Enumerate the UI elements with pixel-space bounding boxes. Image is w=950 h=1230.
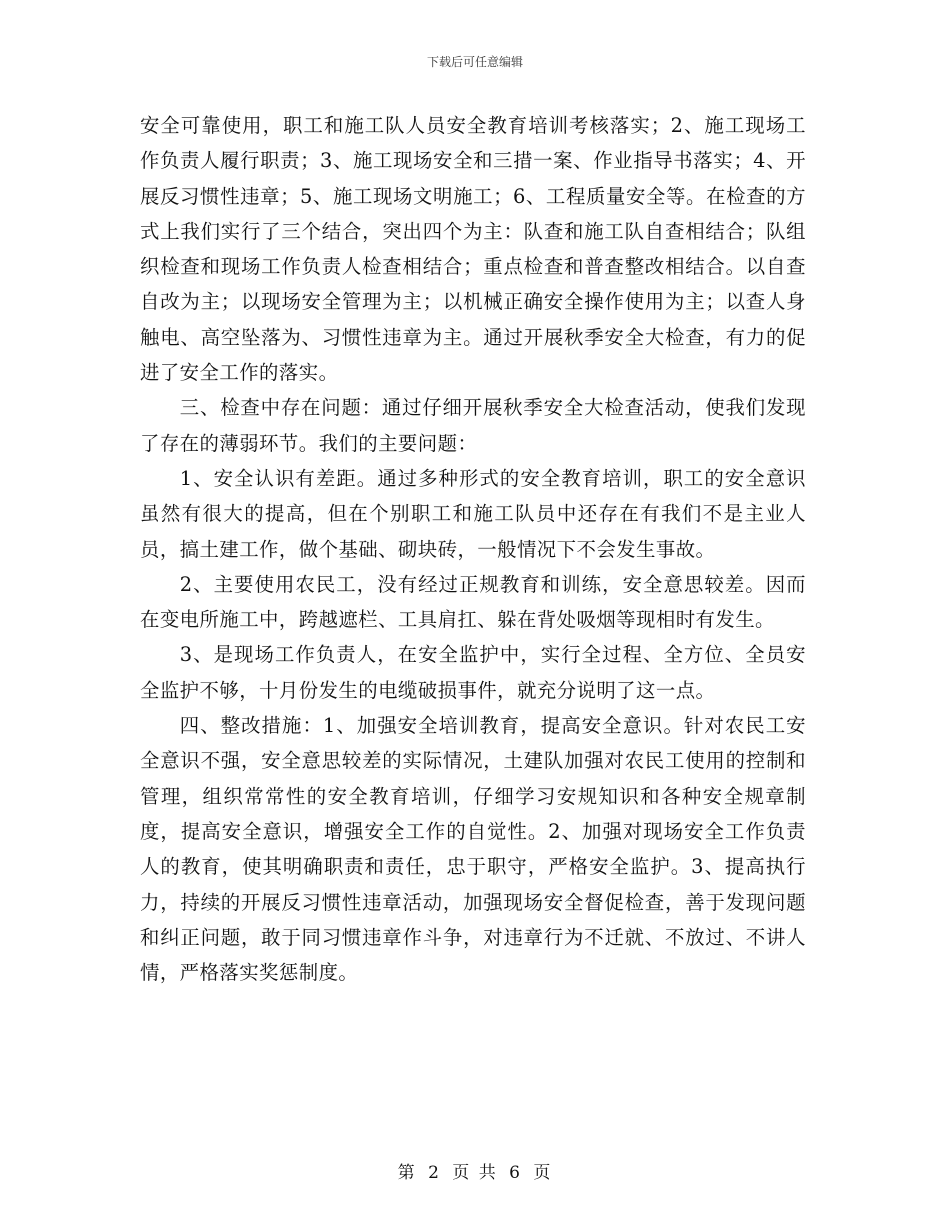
footer-prefix: 第 xyxy=(397,1163,417,1183)
paragraph-issue-two: 2、主要使用农民工，没有经过正规教育和训练，安全意思较差。因而在变电所施工中，跨越遮栏、工具肩扛、躲在背处吸烟等现相时有发生。 xyxy=(140,572,806,632)
paragraph-section-four: 四、整改措施：1、加强安全培训教育，提高安全意识。针对农民工安全意识不强，安全意思较差的实际情况，土建队加强对农民工使用的控制和管理，组织常常性的安全教育培训，仔细学习安规知识和各种安全规章制度，提高安全意识，增强安全工作的自觉性。2、加强对现场安全工作负责人的教育，使其明确职责和责任，忠于职守，严格安全监护。3、提高执行力，持续的开展反习惯性违章活动，加强现场安全督促检查，善于发现问题和纠正问题，敢于同习惯违章作斗争，对违章行为不迁就、不放过、不讲人情，严格落实奖惩制度。 xyxy=(140,714,806,985)
paragraph-issue-three: 3、是现场工作负责人，在安全监护中，实行全过程、全方位、全员安全监护不够，十月份发生的电缆破损事件，就充分说明了这一点。 xyxy=(140,643,806,702)
document-body xyxy=(140,108,806,990)
paragraph-section-three: 三、检查中存在问题：通过仔细开展秋季安全大检查活动，使我们发现了存在的薄弱环节。我们的主要问题： xyxy=(140,396,806,455)
page-footer xyxy=(0,1158,950,1183)
paragraph-issue-one: 1、安全认识有差距。通过多种形式的安全教育培训，职工的安全意识虽然有很大的提高，但在个别职工和施工队员中还存在有我们不是主业人员，搞土建工作，做个基础、砌块砖，一般情况下不会发生事故。 xyxy=(140,466,806,561)
page-header-note: 下载后可任意编辑 xyxy=(426,55,523,69)
paragraph-continued: 安全可靠使用，职工和施工队人员安全教育培训考核落实；2、施工现场工作负责人履行职责；3、施工现场安全和三措一案、作业指导书落实；4、开展反习惯性违章；5、施工现场文明施工；6、工程质量安全等。在检查的方式上我们实行了三个结合，突出四个为主：队查和施工队自查相结合；队组织检查和现场工作负责人检查相结合；重点检查和普查整改相结合。以自查自改为主；以现场安全管理为主；以机械正确安全操作使用为主；以查人身触电、高空坠落为、习惯性违章为主。通过开展秋季安全大检查，有力的促进了安全工作的落实。 xyxy=(140,114,806,385)
footer-suffix: 页 xyxy=(533,1163,553,1183)
footer-total-pages: 6 xyxy=(509,1163,522,1183)
footer-current-page: 2 xyxy=(428,1163,441,1183)
footer-middle: 页 共 xyxy=(452,1163,498,1183)
